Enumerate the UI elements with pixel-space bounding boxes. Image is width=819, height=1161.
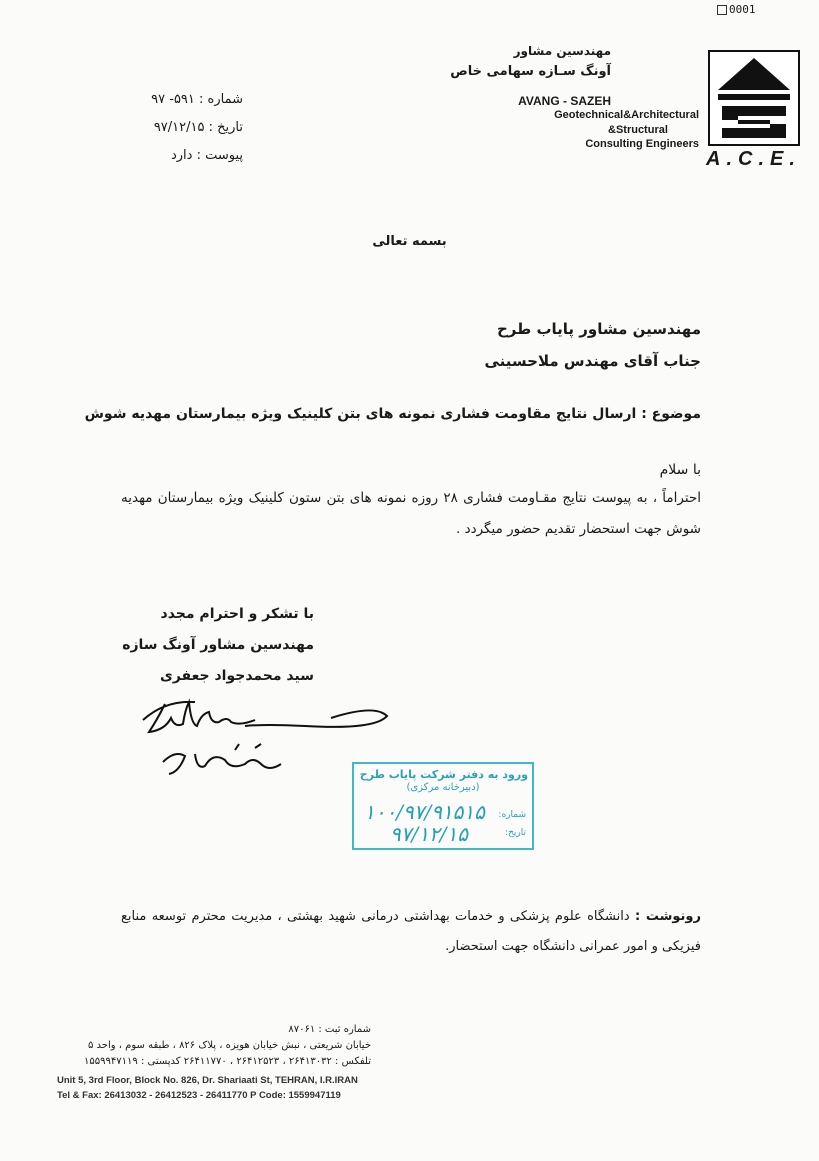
- addressee-company: مهندسین مشاور پایاب طرح: [496, 320, 701, 338]
- letter-number: شماره : ۵۹۱- ۹۷: [151, 92, 243, 107]
- firm-desc-3: Consulting Engineers: [585, 138, 699, 150]
- cc-label: رونوشت :: [634, 909, 701, 924]
- stamp-subtitle: (دبیرخانه مرکزی): [406, 782, 480, 793]
- stamp-date-value: ۹۷/۱۲/۱۵: [390, 822, 468, 846]
- firm-desc-2: &Structural: [608, 124, 668, 136]
- bismillah-heading: بسمه تعالی: [372, 234, 447, 249]
- company-logo-icon: [708, 50, 800, 146]
- stamp-number-label: شماره:: [498, 810, 526, 820]
- salutation: با سلام: [659, 462, 701, 478]
- page-code: [717, 3, 756, 16]
- addressee-person: جناب آقای مهندس ملاحسینی: [484, 352, 701, 370]
- firm-abbreviation: A.C.E.: [706, 148, 801, 170]
- cc-text: دانشگاه علوم پزشکی و خدمات بهداشتی درمانی شهید بهشتی ، مدیریت محترم توسعه منابع فیزیکی و امور عمرانی دانشگاه جهت استحضار.: [121, 909, 701, 954]
- firm-name-en: AVANG - SAZEH: [518, 94, 611, 108]
- checkbox-icon: [717, 5, 727, 15]
- footer-phone-en: Tel & Fax: 26413032 - 26412523 - 26411770 P Code: 1559947119: [57, 1090, 341, 1101]
- received-stamp: [352, 762, 534, 850]
- stamp-date-label: تاریخ:: [505, 828, 526, 838]
- page-code-text: 0001: [729, 3, 756, 16]
- closing-signatory: سید محمدجواد جعفری: [159, 668, 314, 684]
- letter-body: احتراماً ، به پیوست نتایج مقـاومت فشاری ۲۸ روزه نمونه های بتن ستون کلینیک ویژه بیمارستان مهدیه شوش جهت استحضار تقدیم حضور میگردد .: [121, 490, 701, 537]
- closing-company: مهندسین مشاور آونگ سازه: [122, 637, 314, 653]
- stamp-title: ورود به دفتر شرکت پایاب طرح: [359, 768, 528, 781]
- firm-desc-1: Geotechnical&Architectural: [554, 109, 699, 121]
- letter-subject: موضوع : ارسال نتایج مقاومت فشاری نمونه های بتن کلینیک ویژه بیمارستان مهدیه شوش: [84, 406, 701, 422]
- letter-date: تاریخ : ۹۷/۱۲/۱۵: [153, 120, 243, 135]
- footer-registration: شماره ثبت : ۸۷۰۶۱: [288, 1024, 371, 1035]
- footer-phone-fa: تلفکس : ۲۶۴۱۳۰۳۲ ، ۲۶۴۱۲۵۲۳ ، ۲۶۴۱۱۷۷۰ کدپستی : ۱۵۵۹۹۴۷۱۱۹: [84, 1056, 371, 1067]
- firm-name-fa-1: مهندسین مشاور: [513, 44, 611, 58]
- firm-name-fa-2: آونگ سـازه سهامی خاص: [450, 64, 611, 79]
- footer-address-en: Unit 5, 3rd Floor, Block No. 826, Dr. Shariaati St, TEHRAN, I.R.IRAN: [57, 1075, 358, 1086]
- carbon-copy: [121, 902, 701, 962]
- stamp-number-value: ۱۰۰/۹۷/۹۱۵۱۵: [364, 800, 485, 824]
- footer-address-fa: خیابان شریعتی ، نبش خیابان هویزه ، پلاک ۸۲۶ ، طبقه سوم ، واحد ۵: [87, 1040, 371, 1051]
- letter-attachment: پیوست : دارد: [170, 148, 243, 163]
- closing-line: با تشکر و احترام مجدد: [160, 606, 314, 622]
